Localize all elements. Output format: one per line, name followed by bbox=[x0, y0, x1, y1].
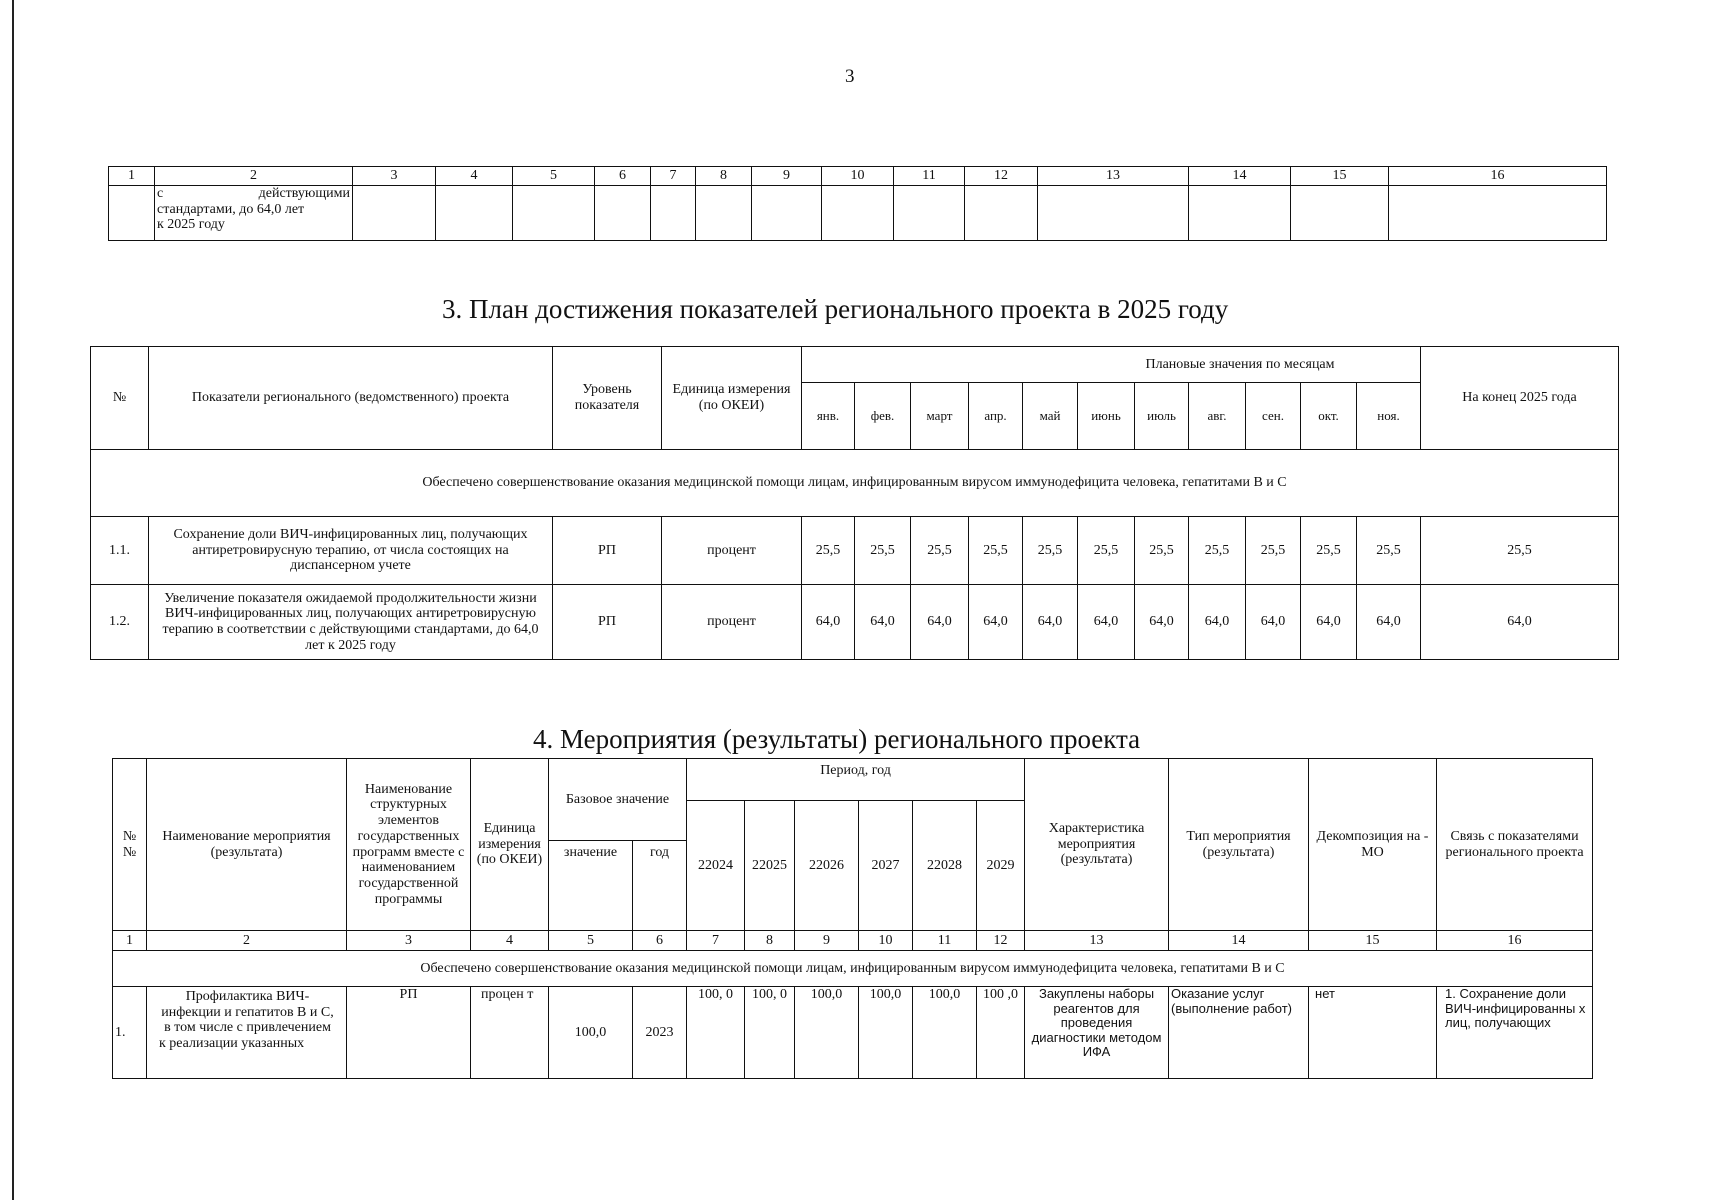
header-decomp: Декомпозиция на - МО bbox=[1309, 759, 1437, 931]
year-value: 100,0 bbox=[795, 987, 859, 1079]
col-number: 12 bbox=[965, 167, 1038, 186]
header-base-value: значение bbox=[549, 841, 633, 931]
col-number: 5 bbox=[513, 167, 595, 186]
month-value: 64,0 bbox=[1357, 585, 1421, 660]
indicator-text-cell bbox=[155, 186, 353, 241]
decomposition-value: нет bbox=[1309, 987, 1437, 1079]
month-header: фев. bbox=[855, 383, 911, 450]
col-number: 6 bbox=[633, 931, 687, 951]
indicator-name: Увеличение показателя ожидаемой продолжительности жизни ВИЧ-инфицированных лиц, получающих антиретровирусную терапию в соответствии с действующими стандартами, до 64,0 лет к 2025 году bbox=[149, 585, 553, 660]
header-base-year: год bbox=[633, 841, 687, 931]
year-header: 22028 bbox=[913, 801, 977, 931]
month-value: 25,5 bbox=[1246, 517, 1301, 585]
type-value: Оказание услуг (выполнение работ) bbox=[1169, 987, 1309, 1079]
indicator-unit: процент bbox=[662, 585, 802, 660]
col-number: 8 bbox=[696, 167, 752, 186]
table-row bbox=[113, 987, 1593, 1079]
header-type: Тип мероприятия (результата) bbox=[1169, 759, 1309, 931]
month-value: 64,0 bbox=[1301, 585, 1357, 660]
month-value: 25,5 bbox=[1135, 517, 1189, 585]
header-indicator: Показатели регионального (ведомственного) проекта bbox=[149, 347, 553, 450]
section4-title: 4. Мероприятия (результаты) регионального проекта bbox=[533, 724, 1141, 754]
indicator-level: РП bbox=[553, 517, 662, 585]
group-row bbox=[113, 951, 1593, 987]
month-value: 25,5 bbox=[1023, 517, 1078, 585]
year-header: 22024 bbox=[687, 801, 745, 931]
header-name: Наименование мероприятия (результата) bbox=[147, 759, 347, 931]
col-number: 15 bbox=[1291, 167, 1389, 186]
month-value: 64,0 bbox=[1246, 585, 1301, 660]
group-row bbox=[91, 450, 1619, 517]
col-number: 12 bbox=[977, 931, 1025, 951]
col-number: 6 bbox=[595, 167, 651, 186]
col-number: 14 bbox=[1189, 167, 1291, 186]
base-value: 100,0 bbox=[549, 987, 633, 1079]
header-struct: Наименование структурных элементов государственных программ вместе с наименованием государственной программы bbox=[347, 759, 471, 931]
year-header: 2027 bbox=[859, 801, 913, 931]
row-num: 1.1. bbox=[91, 517, 149, 585]
unit-value: процен т bbox=[471, 987, 549, 1079]
group-title: Обеспечено совершенствование оказания медицинской помощи лицам, инфицированным вирусом иммунодефицита человека, гепатитами В и С bbox=[113, 951, 1593, 987]
header-row bbox=[113, 759, 1593, 801]
section3-title: 3. План достижения показателей регионального проекта в 2025 году bbox=[442, 294, 1229, 324]
col-number: 10 bbox=[859, 931, 913, 951]
continuation-table bbox=[108, 166, 1607, 241]
month-value: 64,0 bbox=[1189, 585, 1246, 660]
column-number-row bbox=[113, 931, 1593, 951]
month-value: 25,5 bbox=[1189, 517, 1246, 585]
month-value: 64,0 bbox=[1078, 585, 1135, 660]
text-line: стандартами, до 64,0 лет bbox=[157, 201, 305, 217]
col-number: 11 bbox=[913, 931, 977, 951]
end-value: 64,0 bbox=[1421, 585, 1619, 660]
month-value: 64,0 bbox=[802, 585, 855, 660]
table-row bbox=[91, 517, 1619, 585]
col-number: 4 bbox=[471, 931, 549, 951]
month-header: авг. bbox=[1189, 383, 1246, 450]
col-number: 7 bbox=[651, 167, 696, 186]
struct-value: РП bbox=[347, 987, 471, 1079]
header-row bbox=[91, 347, 1619, 383]
header-monthly: Плановые значения по месяцам bbox=[802, 347, 1421, 383]
page-number: 3 bbox=[845, 66, 855, 87]
month-header: март bbox=[911, 383, 969, 450]
plan-table bbox=[90, 346, 1619, 660]
month-value: 25,5 bbox=[1078, 517, 1135, 585]
header-base: Базовое значение bbox=[549, 759, 687, 841]
year-value: 100,0 bbox=[859, 987, 913, 1079]
header-link: Связь с показателями регионального проекта bbox=[1437, 759, 1593, 931]
header-num: № № bbox=[113, 759, 147, 931]
header-num: № bbox=[91, 347, 149, 450]
col-number: 13 bbox=[1025, 931, 1169, 951]
month-value: 25,5 bbox=[969, 517, 1023, 585]
header-end: На конец 2025 года bbox=[1421, 347, 1619, 450]
month-value: 25,5 bbox=[911, 517, 969, 585]
month-value: 25,5 bbox=[1357, 517, 1421, 585]
month-value: 25,5 bbox=[802, 517, 855, 585]
col-number: 16 bbox=[1389, 167, 1607, 186]
indicator-unit: процент bbox=[662, 517, 802, 585]
header-level: Уровень показателя bbox=[553, 347, 662, 450]
col-number: 7 bbox=[687, 931, 745, 951]
year-value: 100 ,0 bbox=[977, 987, 1025, 1079]
col-number: 10 bbox=[822, 167, 894, 186]
month-value: 64,0 bbox=[1135, 585, 1189, 660]
col-number: 14 bbox=[1169, 931, 1309, 951]
header-period: Период, год bbox=[687, 759, 1025, 801]
month-header: апр. bbox=[969, 383, 1023, 450]
header-char: Характеристика мероприятия (результата) bbox=[1025, 759, 1169, 931]
month-header: окт. bbox=[1301, 383, 1357, 450]
year-value: 100,0 bbox=[913, 987, 977, 1079]
table-row bbox=[109, 186, 1607, 241]
col-number: 13 bbox=[1038, 167, 1189, 186]
month-value: 64,0 bbox=[855, 585, 911, 660]
text-line: к 2025 году bbox=[157, 217, 225, 233]
text-line: с действующими bbox=[157, 186, 350, 201]
col-number: 5 bbox=[549, 931, 633, 951]
header-unit: Единица измерения (по ОКЕИ) bbox=[662, 347, 802, 450]
col-number: 11 bbox=[894, 167, 965, 186]
month-header: ноя. bbox=[1357, 383, 1421, 450]
column-number-row bbox=[109, 167, 1607, 186]
binder-edge-line bbox=[12, 0, 14, 1200]
base-year: 2023 bbox=[633, 987, 687, 1079]
characteristic-value: Закуплены наборы реагентов для проведения диагностики методом ИФА bbox=[1025, 987, 1169, 1079]
year-value: 100, 0 bbox=[745, 987, 795, 1079]
month-value: 25,5 bbox=[1301, 517, 1357, 585]
month-value: 25,5 bbox=[855, 517, 911, 585]
group-title: Обеспечено совершенствование оказания медицинской помощи лицам, инфицированным вирусом иммунодефицита человека, гепатитами В и С bbox=[91, 450, 1619, 517]
col-number: 4 bbox=[436, 167, 513, 186]
col-number: 8 bbox=[745, 931, 795, 951]
col-number: 2 bbox=[147, 931, 347, 951]
indicator-level: РП bbox=[553, 585, 662, 660]
month-value: 64,0 bbox=[969, 585, 1023, 660]
month-value: 64,0 bbox=[911, 585, 969, 660]
year-header: 2029 bbox=[977, 801, 1025, 931]
col-number: 9 bbox=[795, 931, 859, 951]
col-number: 3 bbox=[347, 931, 471, 951]
end-value: 25,5 bbox=[1421, 517, 1619, 585]
header-unit: Единица измерения (по ОКЕИ) bbox=[471, 759, 549, 931]
month-value: 64,0 bbox=[1023, 585, 1078, 660]
activities-table bbox=[112, 758, 1593, 1079]
row-num: 1. bbox=[113, 987, 147, 1079]
month-header: май bbox=[1023, 383, 1078, 450]
col-number: 1 bbox=[109, 167, 155, 186]
year-header: 22026 bbox=[795, 801, 859, 931]
month-header: сен. bbox=[1246, 383, 1301, 450]
col-number: 1 bbox=[113, 931, 147, 951]
col-number: 16 bbox=[1437, 931, 1593, 951]
year-header: 22025 bbox=[745, 801, 795, 931]
indicator-name: Сохранение доли ВИЧ-инфицированных лиц, получающих антиретровирусную терапию, от числа состоящих на диспансерном учете bbox=[149, 517, 553, 585]
col-number: 9 bbox=[752, 167, 822, 186]
col-number: 3 bbox=[353, 167, 436, 186]
row-num: 1.2. bbox=[91, 585, 149, 660]
table-row bbox=[91, 585, 1619, 660]
activity-name: Профилактика ВИЧ-инфекции и гепатитов В и С, в том числе с привлечением к реализации указанных bbox=[147, 987, 347, 1079]
year-value: 100, 0 bbox=[687, 987, 745, 1079]
month-header: июнь bbox=[1078, 383, 1135, 450]
month-header: июль bbox=[1135, 383, 1189, 450]
col-number: 15 bbox=[1309, 931, 1437, 951]
month-header: янв. bbox=[802, 383, 855, 450]
col-number: 2 bbox=[155, 167, 353, 186]
link-value: 1. Сохранение доли ВИЧ-инфицированны х лиц, получающих bbox=[1437, 987, 1593, 1079]
